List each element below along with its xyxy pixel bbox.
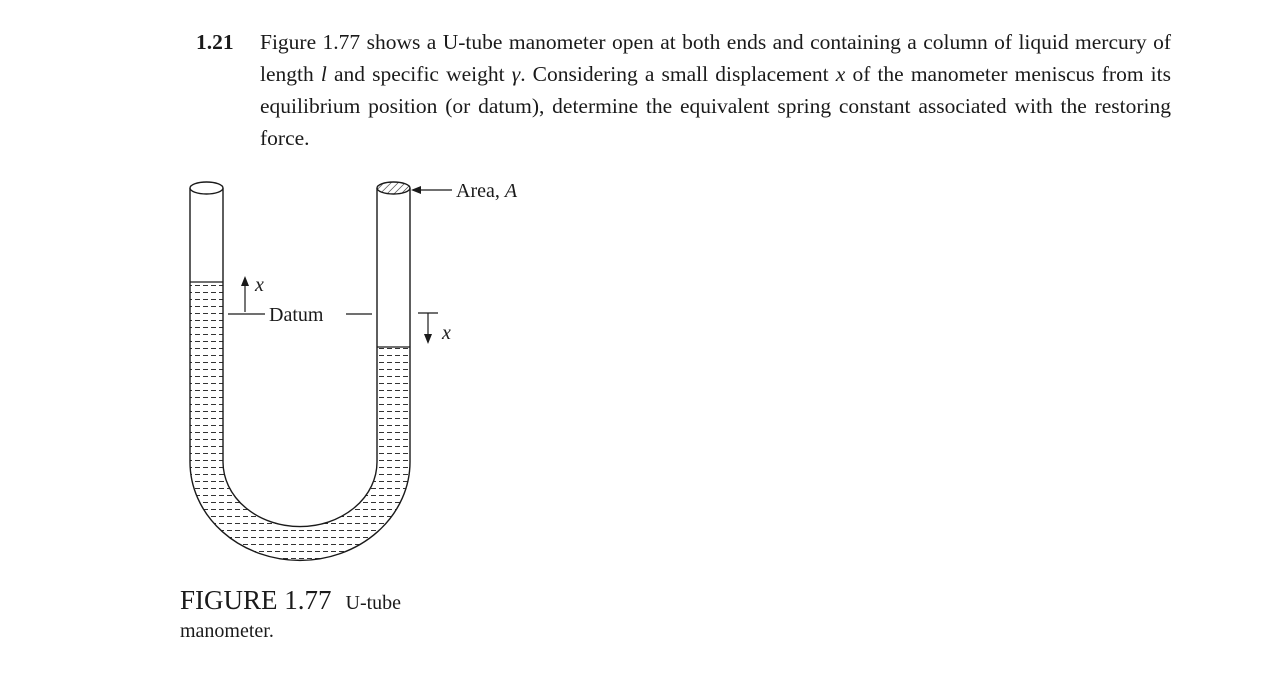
right-tube-opening	[377, 182, 410, 194]
left-tube-opening	[190, 182, 223, 194]
figure-caption	[180, 586, 480, 645]
problem-text-part-1: Figure 1.77 shows a U-tube manometer open at both ends and containing a column of liquid mercury of length	[260, 30, 1171, 86]
problem-text	[260, 26, 1171, 154]
left-x-label: x	[255, 274, 264, 296]
problem-number: 1.21	[196, 30, 234, 54]
right-x-label: x	[442, 322, 451, 344]
caption-label: FIGURE 1.77	[180, 585, 332, 615]
u-tube-manometer-figure	[170, 170, 550, 570]
problem-statement	[196, 26, 1171, 154]
symbol-length-l: l	[320, 62, 327, 86]
caption-text: U-tube manometer.	[180, 592, 402, 642]
area-pointer-arrow	[411, 186, 452, 194]
symbol-gamma: γ	[511, 62, 521, 86]
problem-text-part-4: of the manometer meniscus from its equilibrium position (or datum), determine the equivalent spring constant associated with the restoring force.	[260, 62, 1171, 150]
left-displacement-arrow	[241, 276, 249, 312]
problem-text-part-2: and specific weight	[326, 62, 512, 86]
symbol-x: x	[835, 62, 846, 86]
area-label: Area, A	[456, 180, 518, 202]
datum-label: Datum	[269, 304, 324, 326]
right-displacement-arrow	[418, 313, 438, 344]
problem-text-part-3: . Considering a small displacement	[520, 62, 836, 86]
